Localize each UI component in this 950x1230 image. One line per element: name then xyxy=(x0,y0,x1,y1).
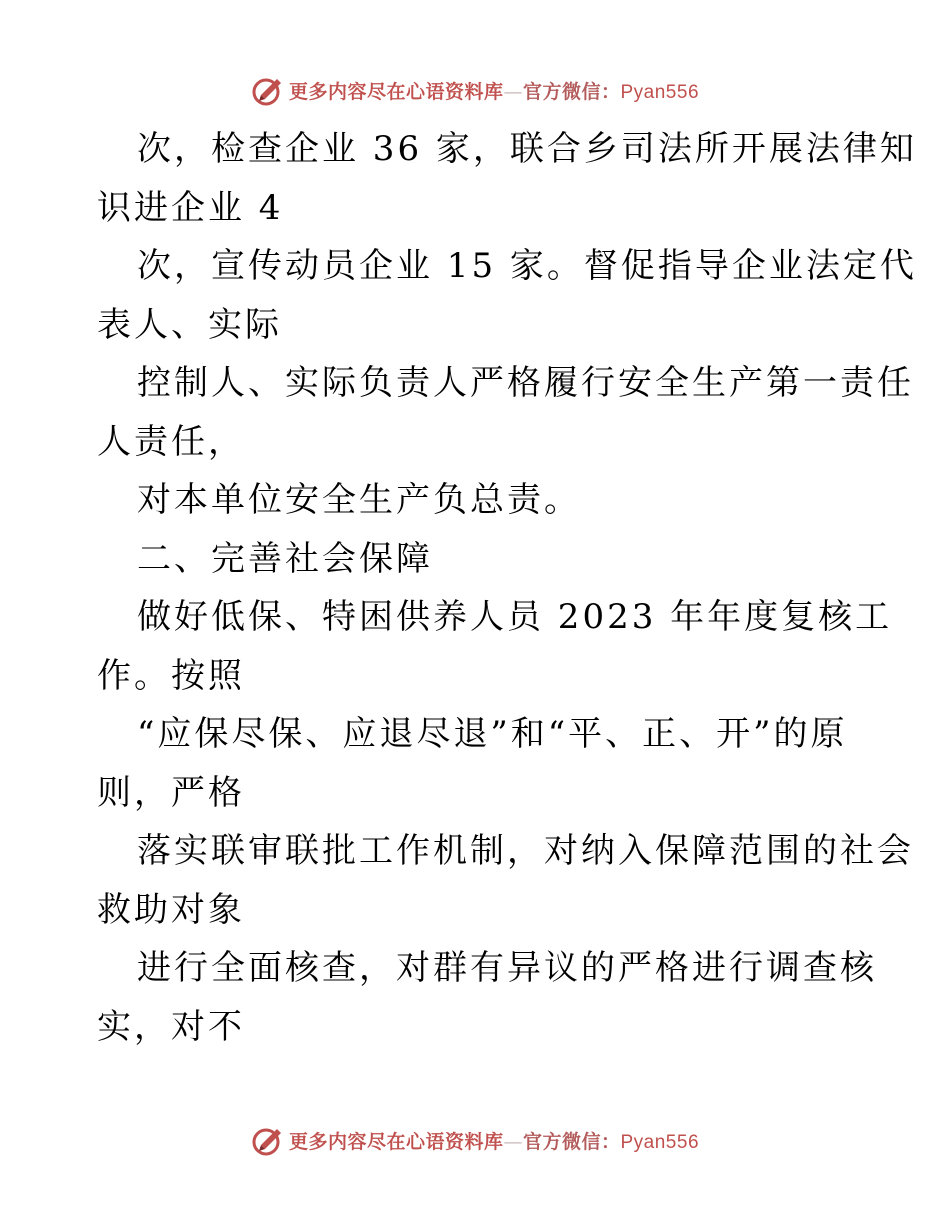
header-watermark xyxy=(0,70,950,110)
watermark-dash: — xyxy=(503,1130,523,1153)
text-line: 实，对不 xyxy=(97,1006,245,1047)
watermark-text xyxy=(289,77,699,104)
watermark-wechat-label: 官方微信： xyxy=(522,1130,621,1153)
watermark-wechat-label: 官方微信： xyxy=(522,80,621,103)
text-line: 救助对象 xyxy=(97,889,245,930)
watermark-wechat-id: Pyan556 xyxy=(620,1131,700,1153)
text-line: 次，宣传动员企业 15 家。督促指导企业法定代 xyxy=(137,246,917,286)
text-line: 作。按照 xyxy=(97,655,245,696)
document-body xyxy=(97,120,917,1056)
text-line: 表人、实际 xyxy=(97,304,282,345)
text-line: 次，检查企业 36 家，联合乡司法所开展法律知 xyxy=(137,129,917,169)
text-line: 识进企业 4 xyxy=(97,187,284,228)
pen-logo-icon xyxy=(251,73,285,107)
text-line: 做好低保、特困供养人员 2023 年年度复核工 xyxy=(137,597,893,637)
watermark-slogan: 更多内容尽在心语资料库 xyxy=(288,1130,504,1153)
text-line: 进行全面核查，对群有异议的严格进行调查核 xyxy=(137,948,877,988)
watermark-slogan: 更多内容尽在心语资料库 xyxy=(288,80,504,103)
text-line: 控制人、实际负责人严格履行安全生产第一责任 xyxy=(137,363,914,403)
watermark-text xyxy=(289,1127,699,1154)
footer-watermark xyxy=(0,1120,950,1160)
text-line: 对本单位安全生产负总责。 xyxy=(137,480,581,520)
watermark-dash: — xyxy=(503,80,523,103)
watermark-wechat-id: Pyan556 xyxy=(620,81,700,103)
text-line: 落实联审联批工作机制，对纳入保障范围的社会 xyxy=(137,831,914,871)
pen-logo-icon xyxy=(251,1123,285,1157)
text-line: 人责任， xyxy=(97,421,245,462)
text-line: “应保尽保、应退尽退”和“平、正、开”的原 xyxy=(137,714,848,754)
text-line: 二、完善社会保障 xyxy=(137,538,433,579)
text-line: 则，严格 xyxy=(97,772,245,813)
